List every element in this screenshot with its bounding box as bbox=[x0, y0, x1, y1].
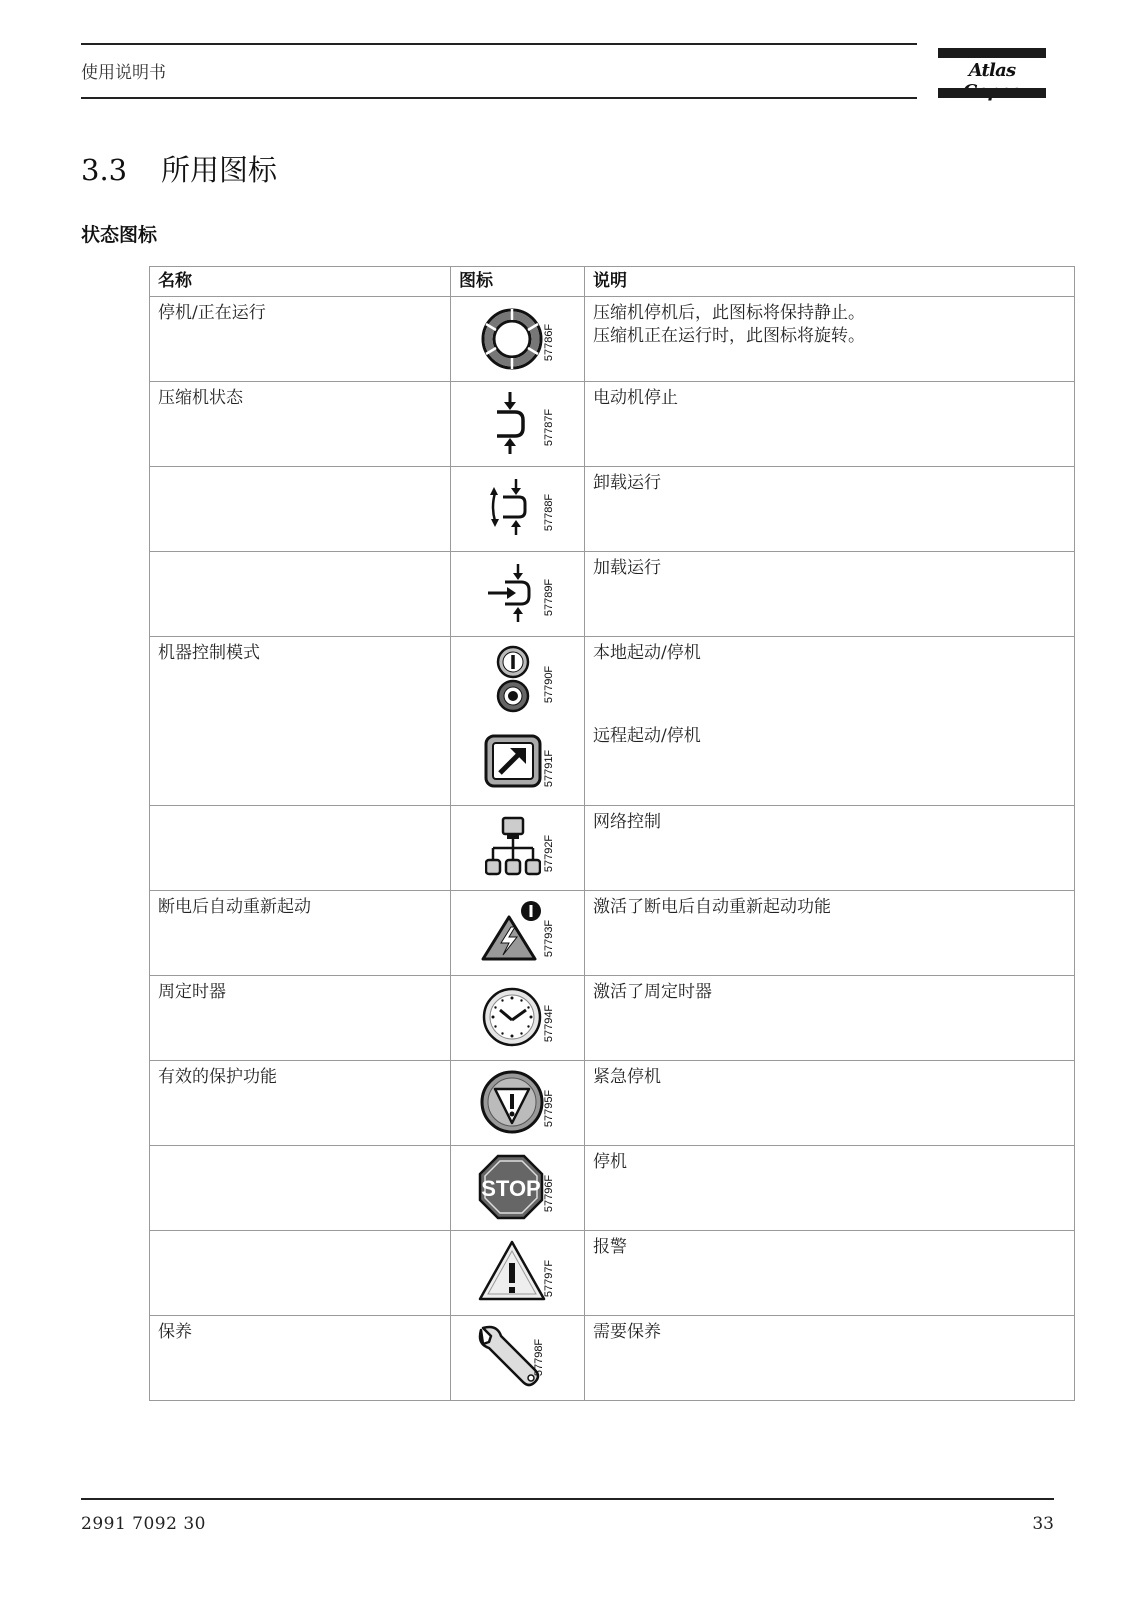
motor-stopped-icon bbox=[491, 390, 531, 456]
row-name bbox=[150, 806, 451, 891]
row-name: 停机/正在运行 bbox=[150, 297, 451, 382]
table-row bbox=[150, 552, 1075, 637]
table-row bbox=[150, 1231, 1075, 1316]
row-icon-cell bbox=[451, 1316, 585, 1401]
row-description: 电动机停止 bbox=[585, 382, 1075, 467]
header-bottom-rule bbox=[81, 97, 917, 99]
loaded-running-icon bbox=[485, 562, 537, 624]
table-row bbox=[150, 891, 1075, 976]
document-number: 2991 7092 30 bbox=[81, 1514, 206, 1534]
row-description: 激活了周定时器 bbox=[585, 976, 1075, 1061]
row-icon-cell bbox=[451, 637, 585, 806]
icon-code: 57789F bbox=[543, 578, 556, 617]
row-description: 紧急停机 bbox=[585, 1061, 1075, 1146]
row-icon-cell bbox=[451, 1061, 585, 1146]
row-name: 保养 bbox=[150, 1316, 451, 1401]
row-description: 激活了断电后自动重新起动功能 bbox=[585, 891, 1075, 976]
row-name: 机器控制模式 bbox=[150, 637, 451, 806]
icon-code: 57796F bbox=[543, 1174, 556, 1213]
section-heading bbox=[81, 148, 277, 189]
icon-code: 57790F bbox=[543, 665, 556, 704]
table-row bbox=[150, 382, 1075, 467]
row-icon-cell bbox=[451, 382, 585, 467]
row-icon-cell bbox=[451, 891, 585, 976]
header-top-rule bbox=[81, 43, 917, 45]
stop-sign-icon bbox=[478, 1154, 544, 1220]
row-icon-cell bbox=[451, 976, 585, 1061]
row-name: 压缩机状态 bbox=[150, 382, 451, 467]
unloaded-running-icon bbox=[487, 477, 535, 537]
section-title: 所用图标 bbox=[161, 153, 278, 187]
power-restart-icon bbox=[479, 899, 545, 963]
brand-logo: Atlas bbox=[938, 48, 1046, 100]
row-name: 有效的保护功能 bbox=[150, 1061, 451, 1146]
icon-code: 57788F bbox=[543, 493, 556, 532]
row-description bbox=[585, 637, 1075, 806]
subheading: 状态图标 bbox=[81, 224, 158, 246]
row-icon-cell bbox=[451, 467, 585, 552]
section-number: 3.3 bbox=[81, 153, 128, 187]
row-icon-cell bbox=[451, 1146, 585, 1231]
table-header-row bbox=[150, 267, 1075, 297]
column-header-description: 说明 bbox=[585, 267, 1075, 297]
warning-triangle-icon bbox=[477, 1239, 547, 1303]
column-header-icon: 图标 bbox=[451, 267, 585, 297]
row-description: 网络控制 bbox=[585, 806, 1075, 891]
clock-icon bbox=[481, 986, 543, 1048]
table-row bbox=[150, 637, 1075, 806]
remote-arrow-icon bbox=[483, 733, 543, 789]
icon-code: 57797F bbox=[543, 1259, 556, 1298]
footer-rule bbox=[81, 1498, 1054, 1500]
page-number: 33 bbox=[1032, 1514, 1054, 1534]
table-row bbox=[150, 1061, 1075, 1146]
row-name: 周定时器 bbox=[150, 976, 451, 1061]
icon-code: 57787F bbox=[543, 408, 556, 447]
column-header-name: 名称 bbox=[150, 267, 451, 297]
row-icon-cell bbox=[451, 297, 585, 382]
row-icon-cell bbox=[451, 1231, 585, 1316]
row-description bbox=[585, 297, 1075, 382]
icon-code: 57795F bbox=[543, 1089, 556, 1128]
table-row bbox=[150, 297, 1075, 382]
icon-code: 57793F bbox=[543, 919, 556, 958]
stop-sign-text: STOP bbox=[481, 1176, 541, 1201]
status-icons-table bbox=[149, 266, 1075, 1401]
local-start-stop-icon bbox=[495, 645, 531, 713]
icon-code: 57798F bbox=[533, 1338, 546, 1377]
row-description: 需要保养 bbox=[585, 1316, 1075, 1401]
icon-code: 57786F bbox=[543, 323, 556, 362]
row-name bbox=[150, 1231, 451, 1316]
description-line: 远程起动/停机 bbox=[593, 726, 701, 746]
emergency-stop-icon bbox=[479, 1069, 545, 1135]
icon-code: 57791F bbox=[543, 749, 556, 788]
row-description: 报警 bbox=[585, 1231, 1075, 1316]
row-description: 停机 bbox=[585, 1146, 1075, 1231]
row-description: 加载运行 bbox=[585, 552, 1075, 637]
row-name bbox=[150, 552, 451, 637]
document-title: 使用说明书 bbox=[81, 63, 166, 83]
table-row bbox=[150, 1146, 1075, 1231]
row-description: 卸载运行 bbox=[585, 467, 1075, 552]
table-row bbox=[150, 806, 1075, 891]
icon-code: 57794F bbox=[543, 1004, 556, 1043]
icon-code: 57792F bbox=[543, 834, 556, 873]
table-row bbox=[150, 976, 1075, 1061]
row-icon-cell bbox=[451, 806, 585, 891]
row-name bbox=[150, 1146, 451, 1231]
row-name bbox=[150, 467, 451, 552]
description-line: 本地起动/停机 bbox=[593, 643, 701, 663]
row-name: 断电后自动重新起动 bbox=[150, 891, 451, 976]
description-line: 压缩机停机后，此图标将保持静止。 bbox=[593, 303, 865, 323]
row-icon-cell bbox=[451, 552, 585, 637]
description-line: 压缩机正在运行时，此图标将旋转。 bbox=[593, 326, 865, 346]
table-row bbox=[150, 467, 1075, 552]
network-control-icon bbox=[485, 816, 541, 878]
table-row bbox=[150, 1316, 1075, 1401]
